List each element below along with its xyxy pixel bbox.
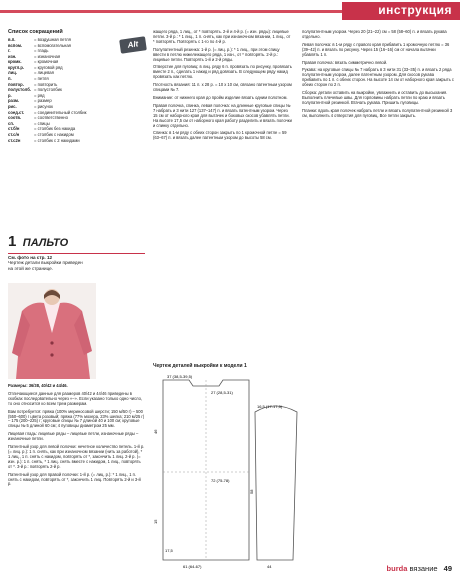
pattern-label: 46 <box>153 429 158 434</box>
paragraph: Рукава: на круговые спицы № 7 набрать в 3 нити 31 (33–35) п. и вязать 2 ряда полупатентным узором, далее патентным узором. Для скосов рукава прибавить по 1 п. с обеих сторон. На высоте 14 см от наборного края закрыть с обеих сторон по 2 п. <box>302 67 454 88</box>
abbreviation-key: р. <box>8 92 12 98</box>
paragraph: Внимание: от нижнего края до пройм изделие вязать одним полотном. <box>153 94 288 100</box>
pattern-label: 15 <box>153 519 158 524</box>
paragraph: Лицевая гладь: лицевые ряды – лицевые петли, изнаночные ряды – изнаночные петли. <box>8 431 139 442</box>
paragraph: Правая полочка, спинка, левая полочка: на длинные круговые спицы № 7 набрать и 3 нити 127 (137–147) п. и вязать патентным узором. Через 15 см от наборного края для вытачек и боковых скосов убавлять петли. На высоте 17,5 см от наборного края работу разделить и вязать полочки и спинку отдельно. <box>153 102 292 128</box>
abbreviation-key: г. <box>8 48 11 54</box>
abbreviations-list <box>8 30 145 143</box>
section-number: 1 <box>8 233 17 250</box>
brand-logo: burda <box>386 564 408 573</box>
abbreviation-key: сп. <box>8 120 15 126</box>
model-note: Чертеж детали выкройки приведен на этой же странице. <box>8 260 83 271</box>
brand-suffix: вязание <box>409 564 438 573</box>
abbreviation-key: п. <box>8 76 12 82</box>
abbreviation-value: = столбик с накидом <box>34 132 74 137</box>
paragraph: полупатентным узором. Через 20 (21–22) см = 58 (58–60) п. и вязать рукава отдельно. <box>302 29 447 39</box>
abbreviation-key: соотв. <box>8 115 22 121</box>
abbreviation-key: ст.б/н <box>8 126 20 132</box>
paragraph: Сборка: детали оставить на выкройке, увлажнить и оставить до высыхания. Выполнить плечевые швы. Для горловины набрать петли по краю и вязать полупатентной резинкой. Втачать рукава. Пришить пуговицы. <box>302 90 448 105</box>
abbreviation-value: = повторить <box>34 81 58 87</box>
pattern-label: 44 <box>267 564 272 569</box>
alt-badge: Alt <box>119 36 147 53</box>
sizes: Размеры: 36/38, 40/42 и 44/46. <box>8 383 68 388</box>
abbreviation-value: = спицы <box>34 120 50 126</box>
paragraph: Правая полочка: вязать симметрично левой. <box>302 59 388 65</box>
abbreviation-key: вспом. <box>8 42 23 48</box>
abbreviation-value: = гладь <box>34 48 49 54</box>
abbreviation-key: кромк. <box>8 59 22 65</box>
abbreviation-key: полустолб. <box>8 87 31 93</box>
abbreviation-value: = соответственно <box>34 115 68 121</box>
abbreviation-value: = полустолбик <box>34 87 62 93</box>
abbreviation-value: = кромочная <box>34 59 59 65</box>
abbreviation-key: ст.с/н <box>8 132 20 137</box>
pattern-diagram <box>153 372 301 572</box>
column-2-text <box>153 30 293 144</box>
section-name: ПАЛЬТО <box>22 237 69 249</box>
page-header <box>0 0 460 22</box>
pattern-label: 16,5 (17-17,5) <box>257 404 283 409</box>
abbreviation-value: = столбик с 2 накидами <box>34 137 80 143</box>
abbreviation-value: = круговой ряд <box>34 64 63 70</box>
abbreviation-key: ст.с2н <box>8 137 21 143</box>
paragraph: Левая полочка: в 1-м ряду с правого края прибавить 1 кромочную петлю = 36 (39–42) п. и вязать по рисунку. Через 15 (16–16) см от начала вытачки убавлять 1 п. <box>302 41 450 57</box>
pattern-title: Чертеж деталей выкройки к модели 1 <box>153 363 247 369</box>
abbreviation-key: изн. <box>8 53 17 59</box>
paragraph: Отличающиеся данные для размеров 40/42 и 44/46 приведены в скобках последовательно через «–». Если указано только одно число, то оно относится ко всем трем размерам. <box>8 390 142 406</box>
section-title: инструкция <box>378 3 452 17</box>
abbreviation-value: = воздушная петля <box>34 36 71 42</box>
paragraph: Спинка: в 1-м ряду с обеих сторон закрыть по 1 кромочной петле = 59 (63–67) п. и вязать далее патентным узором до высоты 58 см. <box>153 130 287 141</box>
abbreviations-title: Список сокращений <box>8 29 63 35</box>
column-1-text <box>8 384 145 490</box>
paragraph: жащего ряда, 1 лиц., от * повторять. 2-й и 4-й р. (= изн. ряды): лицевые петли. 3-й р.: * 1 лиц., 1 п. снять, как при изнаночном вязании, 1 лиц., от * повторять. Повторять с 1-го по 4-й р. <box>153 29 291 44</box>
pattern-label: 37 (38,5-39,5) <box>167 374 193 379</box>
abbreviation-value: = изнаночная <box>34 53 61 59</box>
abbreviation-key: в.п. <box>8 36 16 42</box>
abbreviation-value: = ряд <box>34 92 45 98</box>
abbreviation-value: = рисунок <box>34 104 53 110</box>
abbreviation-key: лиц. <box>8 70 17 76</box>
model-photo <box>8 283 96 379</box>
abbreviation-row <box>8 138 145 144</box>
pattern-label: 58 <box>249 489 254 494</box>
column-3-text <box>302 30 454 122</box>
abbreviation-key: рис. <box>8 104 17 110</box>
abbreviation-key: повтор. <box>8 81 24 87</box>
abbreviation-key: соед.ст. <box>8 109 25 115</box>
paragraph: Отверстие для пуговиц: в лиц. ряду 6 п. провязать по рисунку, провязать вместе 2 п., сделать 1 накид и ряд довязать. В следующем ряду накид провязать как петлю. <box>153 64 292 80</box>
paragraph: Плотность вязания: 11 п. x 28 р. = 10 x 10 см, связано патентным узором спицами № 7. <box>153 82 292 93</box>
abbreviation-value: = соединительный столбик <box>34 109 87 115</box>
pattern-label: 72 (75-78) <box>211 478 230 483</box>
abbreviation-value: = вспомогательная <box>34 42 71 48</box>
abbreviation-value: = столбик без накида <box>34 126 76 132</box>
abbreviation-key: разм. <box>8 98 20 104</box>
abbreviation-value: = размер <box>34 98 52 104</box>
model-caption <box>8 255 88 271</box>
abbreviation-value: = лицевая <box>34 70 54 76</box>
model-photo-ref: См. фото на стр. 12 <box>8 255 53 260</box>
page-footer <box>387 564 452 573</box>
pattern-label: 61 (64-67) <box>183 564 202 569</box>
pattern-label: 17,5 <box>165 548 173 553</box>
paragraph: Патентный узор для правой полочки: 1-й р. (= лиц. р.): * 1 лиц., 1 п. снять с накидом, повторять от *, закончить 1 лиц. Повторять 2-й и 3-й р. <box>8 471 141 487</box>
pattern-label: 27 (28,5-31) <box>211 390 233 395</box>
paragraph: Патентный узор для левой полочки: нечетное количество петель. 1-й р. (= лиц. р.): 1 п. снять, как при изнаночном вязании (нить за работой), * 1 лиц., 1 п. снять с накидом, повторять от *, закончить 1 лиц. 2-й р. (= изн. р.): 1 п. снять, * 1 лиц. снять вместе с накидом, 1 лиц., повторять от *. 3-й р.: повторять 2-й р. <box>8 444 145 469</box>
abbreviation-value: = петля <box>34 76 49 82</box>
section-rule <box>8 253 145 254</box>
section-heading <box>8 233 145 254</box>
abbreviation-key: кругл.р. <box>8 64 25 70</box>
paragraph: Полупатентный резинка: 1-й р. (= лиц. р.): * 1 лиц., при этом спицу ввести в петлю нижележащего ряда, 1 изн., от * повторять. 2-й р.: лицевые петли. Повторять 1-й и 2-й ряды. <box>153 46 280 62</box>
page-number: 49 <box>443 564 452 573</box>
paragraph: Планки: вдоль края полочек набрать петли и вязать полупатентной резинкой 3 см, выполнить 4 отверстия для пуговиц. Все петли закрыть. <box>302 107 453 118</box>
paragraph: Вам потребуется: пряжа (100% мериносовой шерсти; 150 м/50 г) – 500 (550–600) г цвета розовый; пряжа (77% мохера, 23% шелка; 210 м/25 г) – 175 (200–225) г; круговые спицы № 7 длиной 40 и 100 см; круговые спицы № 5 длиной 60 см; 4 пуговицы диаметром 25 мм. <box>8 408 145 429</box>
